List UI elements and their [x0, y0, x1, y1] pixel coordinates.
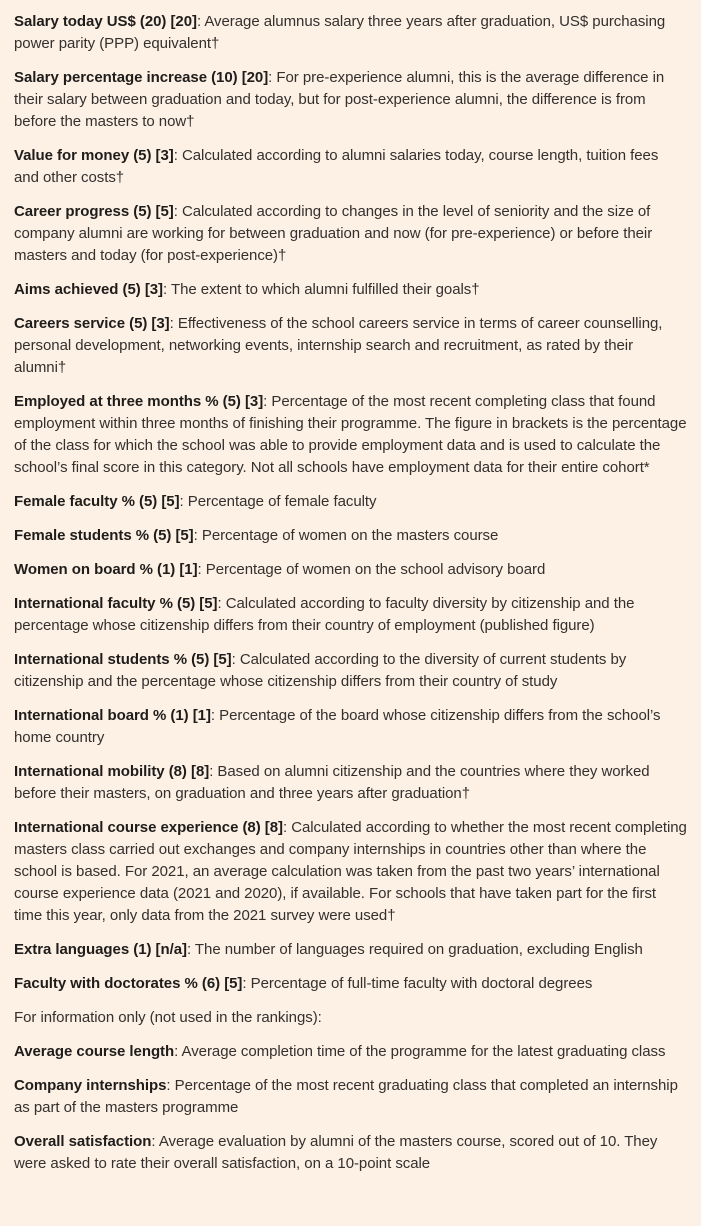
definition-international-mobility: [14, 761, 687, 805]
definition-term: Careers service (5) [3]: [14, 315, 170, 332]
definition-term: Female faculty % (5) [5]: [14, 493, 180, 510]
definition-female-students: [14, 525, 687, 547]
definition-description: : Effectiveness of the school careers service in terms of career counselling, personal development, networking events, internship search and recruitment, as rated by their alumni†: [14, 315, 663, 376]
definition-description: : Percentage of female faculty: [179, 493, 377, 510]
definition-term: Career progress (5) [5]: [14, 203, 174, 220]
definition-description: : Calculated according to the diversity of current students by citizenship and the percentage whose citizenship differs from their country of study: [14, 651, 627, 690]
definition-term: Overall satisfaction: [14, 1133, 152, 1150]
definition-term: Employed at three months % (5) [3]: [14, 393, 264, 410]
definition-description: : Percentage of women on the masters course: [193, 527, 499, 544]
definition-term: Female students % (5) [5]: [14, 527, 194, 544]
definition-description: : Average completion time of the programme for the latest graduating class: [174, 1043, 666, 1060]
definition-career-progress: [14, 201, 687, 267]
definition-description: : The number of languages required on graduation, excluding English: [186, 941, 643, 958]
definition-term: International course experience (8) [8]: [14, 819, 283, 836]
definition-international-faculty: [14, 593, 687, 637]
definition-faculty-with-doctorates: [14, 973, 687, 995]
definition-description: : Average evaluation by alumni of the masters course, scored out of 10. They were asked to rate their overall satisfaction, on a 10-point scale: [14, 1133, 658, 1172]
definition-employed-at-three-months: [14, 391, 687, 479]
definition-description: : Percentage of the most recent graduating class that completed an internship as part of the masters programme: [14, 1077, 678, 1116]
information-only-note: For information only (not used in the rankings):: [14, 1009, 322, 1026]
definition-description: : Calculated according to alumni salaries today, course length, tuition fees and other costs†: [14, 147, 659, 186]
definition-description: : Based on alumni citizenship and the countries where they worked before their masters, on graduation and three years after graduation†: [14, 763, 650, 802]
definition-extra-languages: [14, 939, 687, 961]
definition-women-on-board: [14, 559, 687, 581]
definition-term: International faculty % (5) [5]: [14, 595, 218, 612]
definition-international-students: [14, 649, 687, 693]
definition-careers-service: [14, 313, 687, 379]
definition-term: Women on board % (1) [1]: [14, 561, 198, 578]
definition-term: Value for money (5) [3]: [14, 147, 174, 164]
definition-overall-satisfaction: [14, 1131, 687, 1175]
definition-description: : Calculated according to faculty diversity by citizenship and the percentage whose citizenship differs from their country of employment (published figure): [14, 595, 635, 634]
definition-term: Extra languages (1) [n/a]: [14, 941, 187, 958]
definition-international-course-experience: [14, 817, 687, 927]
definition-salary-today: [14, 11, 687, 55]
definition-description: : Percentage of the board whose citizenship differs from the school’s home country: [14, 707, 661, 746]
definition-description: : Calculated according to whether the most recent completing masters class carried out exchanges and company internships in countries other than where the school is based. For 2021, an average calculation was taken from the past two years’ international course experience data (2021 and 2020), if available. For schools that have taken part for the first time this year, only data from the 2021 survey were used†: [14, 819, 687, 924]
definition-average-course-length: [14, 1041, 687, 1063]
definition-aims-achieved: [14, 279, 687, 301]
definition-description: : Percentage of the most recent completing class that found employment within three months of finishing their programme. The figure in brackets is the percentage of the class for which the school was able to provide employment data and is used to calculate the school’s final score in this category. Not all schools have employment data for their entire cohort*: [14, 393, 687, 476]
definition-description: : Percentage of full-time faculty with doctoral degrees: [242, 975, 593, 992]
definition-term: Average course length: [14, 1043, 175, 1060]
definition-female-faculty: [14, 491, 687, 513]
definition-description: : Percentage of women on the school advisory board: [197, 561, 546, 578]
definition-term: Salary percentage increase (10) [20]: [14, 69, 269, 86]
definition-description: : Calculated according to changes in the level of seniority and the size of company alumni are working for between graduation and now (for pre-experience) or before their masters and today (for post-experience)†: [14, 203, 653, 264]
definition-term: International mobility (8) [8]: [14, 763, 210, 780]
definition-description: : Average alumnus salary three years after graduation, US$ purchasing power parity (PPP) equivalent†: [14, 13, 666, 52]
definition-international-board: [14, 705, 687, 749]
definition-term: Salary today US$ (20) [20]: [14, 13, 197, 30]
definition-description: : The extent to which alumni fulfilled their goals†: [163, 281, 480, 298]
definition-value-for-money: [14, 145, 687, 189]
definition-term: Company internships: [14, 1077, 167, 1094]
definition-term: Aims achieved (5) [3]: [14, 281, 164, 298]
definition-term: International students % (5) [5]: [14, 651, 232, 668]
definition-description: : For pre-experience alumni, this is the average difference in their salary between graduation and today, but for post-experience alumni, the difference is from before the masters to now†: [14, 69, 665, 130]
definition-salary-percentage-increase: [14, 67, 687, 133]
definition-company-internships: [14, 1075, 687, 1119]
definition-term: International board % (1) [1]: [14, 707, 211, 724]
definition-term: Faculty with doctorates % (6) [5]: [14, 975, 243, 992]
